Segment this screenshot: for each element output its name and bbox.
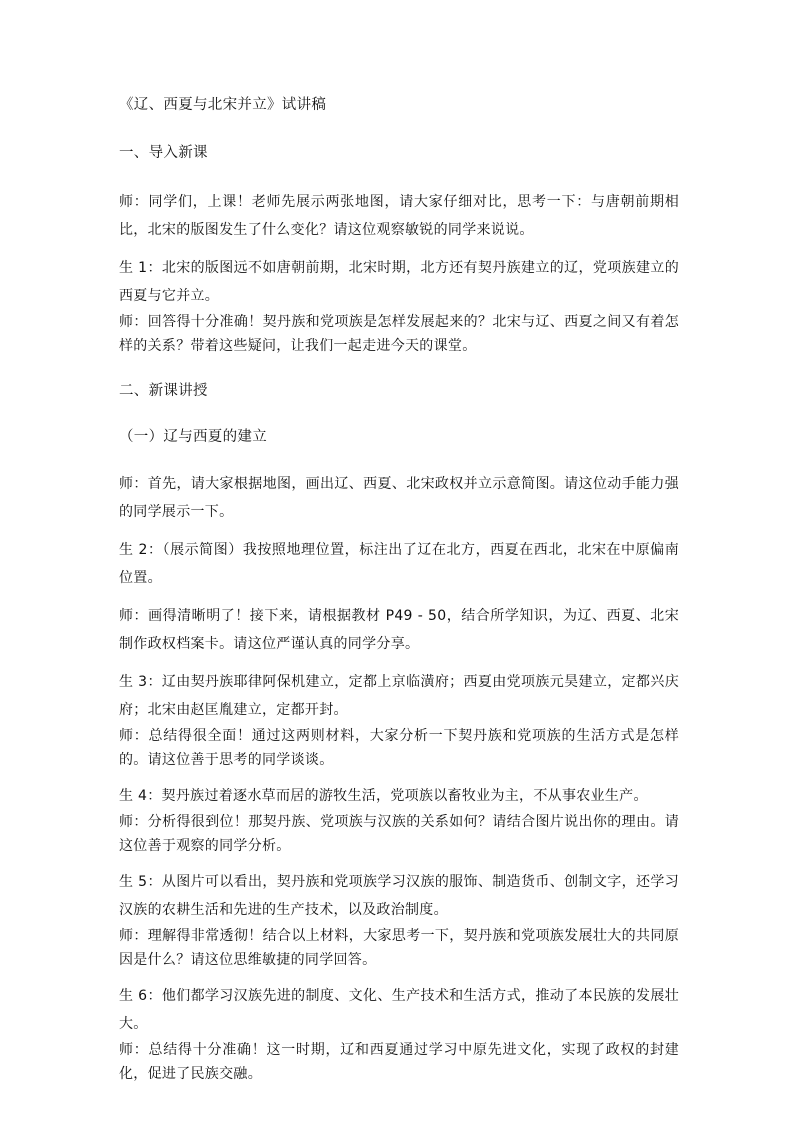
paragraph-teacher-7: 师：理解得非常透彻！结合以上材料，大家思考一下，契丹族和党项族发展壮大的共同原因是什么？请这位思维敏捷的同学回答。 [119, 928, 679, 968]
document-body [119, 92, 679, 1096]
paragraph-teacher-8: 师：总结得十分准确！这一时期，辽和西夏通过学习中原先进文化，实现了政权的封建化，促进了民族交融。 [119, 1042, 679, 1082]
paragraph-teacher-3: 师：首先，请大家根据地图，画出辽、西夏、北宋政权并立示意简图。请这位动手能力强的同学展示一下。 [119, 476, 679, 520]
paragraph-teacher-2: 师：回答得十分准确！契丹族和党项族是怎样发展起来的？北宋与辽、西夏之间又有着怎样的关系？带着这些疑问，让我们一起走进今天的课堂。 [119, 314, 679, 354]
paragraph-teacher-1: 师：同学们，上课！老师先展示两张地图，请大家仔细对比，思考一下：与唐朝前期相比，北宋的版图发生了什么变化？请这位观察敏锐的同学来说说。 [119, 194, 679, 238]
document-title: 《辽、西夏与北宋并立》试讲稿 [119, 97, 327, 113]
paragraph-teacher-5: 师：总结得很全面！通过这两则材料，大家分析一下契丹族和党项族的生活方式是怎样的。请这位善于思考的同学谈谈。 [119, 728, 679, 768]
paragraph-teacher-6: 师：分析得很到位！那契丹族、党项族与汉族的关系如何？请结合图片说出你的理由。请这位善于观察的同学分析。 [119, 814, 679, 854]
paragraph-student-4: 生 4：契丹族过着逐水草而居的游牧生活，党项族以畜牧业为主，不从事农业生产。 [119, 788, 648, 804]
paragraph-student-2: 生 2：（展示简图）我按照地理位置，标注出了辽在北方，西夏在西北，北宋在中原偏南位置。 [119, 542, 679, 586]
paragraph-student-1: 生 1：北宋的版图远不如唐朝前期，北宋时期，北方还有契丹族建立的辽，党项族建立的西夏与它并立。 [119, 260, 679, 304]
section-heading-intro: 一、导入新课 [119, 145, 208, 161]
section-heading-new-lesson: 二、新课讲授 [119, 383, 208, 399]
subsection-heading-liao-xixia: （一）辽与西夏的建立 [119, 429, 267, 445]
paragraph-student-5: 生 5：从图片可以看出，契丹族和党项族学习汉族的服饰、制造货币、创制文字，还学习汉族的农耕生活和先进的生产技术，以及政治制度。 [119, 874, 679, 918]
paragraph-teacher-4: 师：画得清晰明了！接下来，请根据教材 P49 - 50，结合所学知识，为辽、西夏、北宋制作政权档案卡。请这位严谨认真的同学分享。 [119, 608, 679, 652]
paragraph-student-3: 生 3：辽由契丹族耶律阿保机建立，定都上京临潢府；西夏由党项族元昊建立，定都兴庆府；北宋由赵匡胤建立，定都开封。 [119, 674, 679, 718]
paragraph-student-6: 生 6：他们都学习汉族先进的制度、文化、生产技术和生活方式，推动了本民族的发展壮大。 [119, 988, 679, 1032]
